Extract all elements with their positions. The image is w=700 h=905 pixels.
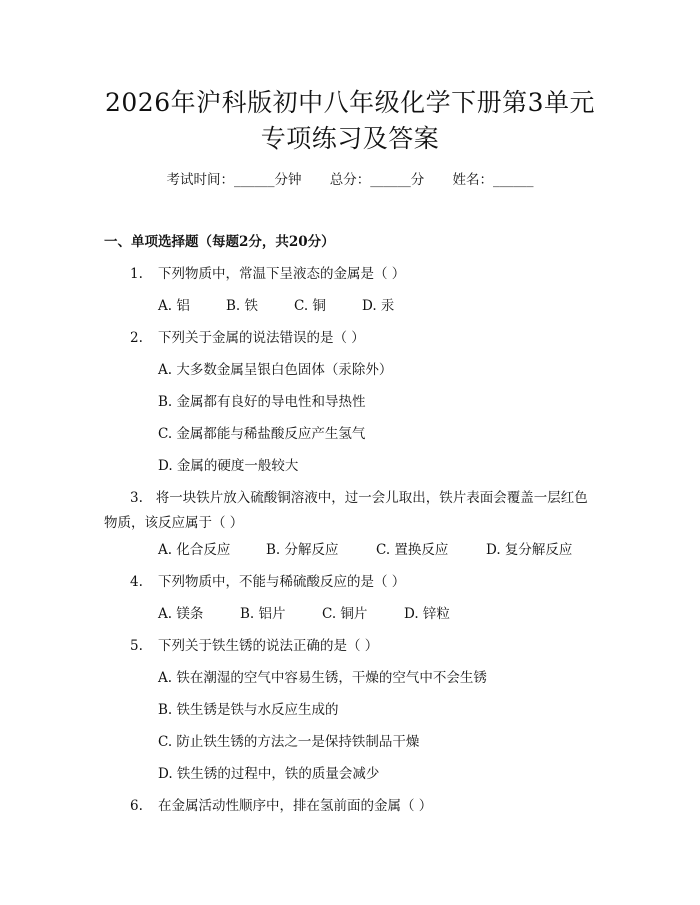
- option-b: B. 分解反应: [266, 542, 339, 558]
- question-text: 下列物质中，常温下呈液态的金属是（ ）: [158, 266, 406, 282]
- option-c: C. 铜: [294, 298, 326, 314]
- option-c: C. 防止铁生锈的方法之一是保持铁制品干燥: [158, 734, 420, 750]
- option-a: A. 铁在潮湿的空气中容易生锈，干燥的空气中不会生锈: [158, 670, 487, 686]
- question-text: 在金属活动性顺序中，排在氢前面的金属（ ）: [158, 798, 433, 814]
- option-b: B. 铝片: [240, 606, 286, 622]
- option-b: B. 金属都有良好的导电性和导热性: [158, 394, 366, 410]
- exam-meta: [0, 168, 700, 188]
- option-a: A. 镁条: [158, 606, 204, 622]
- option-d: D. 金属的硬度一般较大: [158, 458, 299, 474]
- option-d: D. 铁生锈的过程中，铁的质量会减少: [158, 766, 380, 782]
- question-number: 3.: [130, 490, 143, 506]
- question-4-options: [158, 602, 450, 622]
- question-6: [130, 794, 432, 814]
- exam-score-field: 总分：______分: [329, 172, 425, 188]
- question-1: [130, 262, 405, 282]
- question-text: 下列物质中，不能与稀硫酸反应的是（ ）: [158, 574, 406, 590]
- question-number: 2.: [130, 330, 143, 346]
- question-number: 6.: [130, 798, 143, 814]
- option-a: A. 铝: [158, 298, 190, 314]
- question-number: 5.: [130, 638, 143, 654]
- question-5: [130, 634, 378, 654]
- question-2: [130, 326, 365, 346]
- question-number: 1.: [130, 266, 143, 282]
- option-d: D. 复分解反应: [486, 542, 573, 558]
- section-heading: 一、单项选择题（每题2分，共20分）: [104, 234, 335, 250]
- option-b: B. 铁: [226, 298, 259, 314]
- question-3-options: [158, 538, 572, 558]
- question-text: 将一块铁片放入硫酸铜溶液中，过一会儿取出，铁片表面会覆盖一层红色物质，该反应属于（ ）: [104, 490, 588, 531]
- question-4: [130, 570, 405, 590]
- document-title-line1: 2026年沪科版初中八年级化学下册第3单元: [104, 88, 596, 117]
- question-3: [104, 486, 600, 536]
- question-text: 下列关于铁生锈的说法正确的是（ ）: [158, 638, 379, 654]
- option-c: C. 置换反应: [376, 542, 449, 558]
- question-number: 4.: [130, 574, 143, 590]
- document-title-line2: 专项练习及答案: [260, 124, 440, 153]
- question-text: 下列关于金属的说法错误的是（ ）: [158, 330, 365, 346]
- option-a: A. 大多数金属呈银白色固体（汞除外）: [158, 362, 393, 378]
- option-c: C. 金属都能与稀盐酸反应产生氢气: [158, 426, 366, 442]
- option-d: D. 汞: [362, 298, 395, 314]
- question-1-options: [158, 294, 394, 314]
- exam-time-field: 考试时间：______分钟: [166, 172, 302, 188]
- option-a: A. 化合反应: [158, 542, 231, 558]
- option-c: C. 铜片: [322, 606, 368, 622]
- option-b: B. 铁生锈是铁与水反应生成的: [158, 702, 339, 718]
- exam-name-field: 姓名：______: [452, 172, 534, 188]
- option-d: D. 锌粒: [404, 606, 450, 622]
